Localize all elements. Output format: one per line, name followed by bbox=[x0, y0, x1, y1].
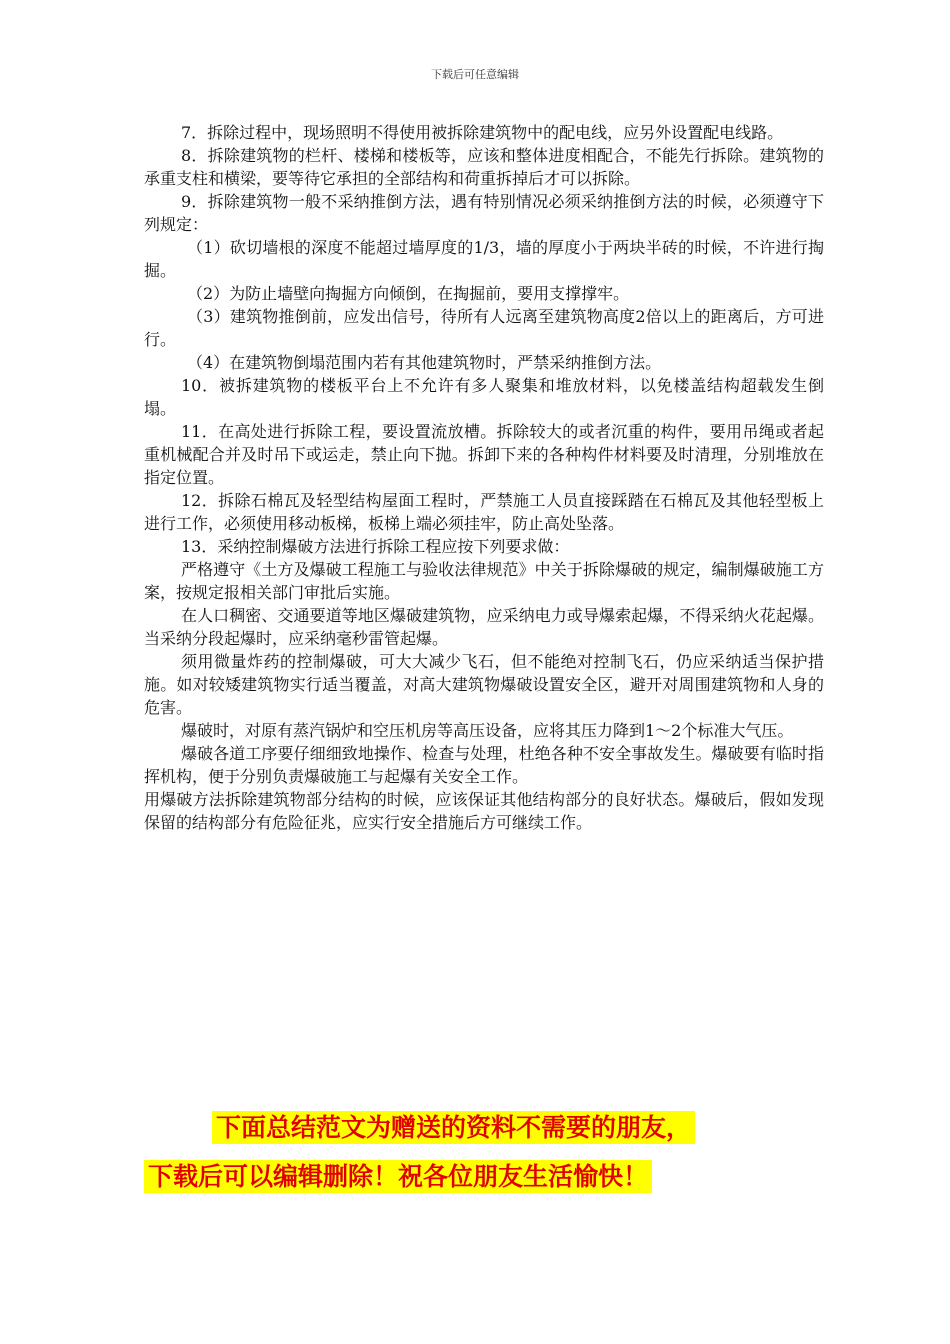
paragraph: 爆破时，对原有蒸汽锅炉和空压机房等高压设备，应将其压力降到1～2个标准大气压。 bbox=[181, 721, 794, 740]
promo-note-line-1 bbox=[212, 1108, 695, 1144]
paragraph: 7．拆除过程中，现场照明不得使用被拆除建筑物中的配电线，应另外设置配电线路。 bbox=[181, 123, 784, 142]
page-header: 下载后可任意编辑 bbox=[431, 68, 519, 81]
paragraph: 11．在高处进行拆除工程，要设置流放槽。拆除较大的或者沉重的构件，要用吊绳或者起重机械配合并及时吊下或运走，禁止向下抛。拆卸下来的各种构件材料要及时清理，分别堆放在指定位置。 bbox=[144, 422, 824, 487]
promo-note-line-2 bbox=[144, 1157, 652, 1193]
paragraph: 严格遵守《土方及爆破工程施工与验收法律规范》中关于拆除爆破的规定，编制爆破施工方案，按规定报相关部门审批后实施。 bbox=[144, 560, 824, 602]
paragraph: （4）在建筑物倒塌范围内若有其他建筑物时，严禁采纳推倒方法。 bbox=[187, 353, 662, 372]
document-body bbox=[144, 121, 824, 834]
paragraph: （1）砍切墙根的深度不能超过墙厚度的1/3，墙的厚度小于两块半砖的时候，不许进行掏掘。 bbox=[144, 238, 824, 280]
paragraph: 9．拆除建筑物一般不采纳推倒方法，遇有特别情况必须采纳推倒方法的时候，必须遵守下列规定： bbox=[144, 192, 824, 234]
paragraph: 爆破各道工序要仔细细致地操作、检查与处理，杜绝各种不安全事故发生。爆破要有临时指挥机构，便于分别负责爆破施工与起爆有关安全工作。 bbox=[144, 744, 824, 786]
paragraph: 在人口稠密、交通要道等地区爆破建筑物，应采纳电力或导爆索起爆，不得采纳火花起爆。当采纳分段起爆时，应采纳毫秒雷管起爆。 bbox=[144, 606, 824, 648]
promo-note-text: 下面总结范文为赠送的资料不需要的朋友， bbox=[212, 1111, 695, 1144]
paragraph: （3）建筑物推倒前，应发出信号，待所有人远离至建筑物高度2倍以上的距离后，方可进行。 bbox=[144, 307, 824, 349]
paragraph: 12．拆除石棉瓦及轻型结构屋面工程时，严禁施工人员直接踩踏在石棉瓦及其他轻型板上进行工作，必须使用移动板梯，板梯上端必须挂牢，防止高处坠落。 bbox=[144, 491, 824, 533]
paragraph: 10．被拆建筑物的楼板平台上不允许有多人聚集和堆放材料，以免楼盖结构超载发生倒塌。 bbox=[144, 376, 824, 418]
paragraph: （2）为防止墙壁向掏掘方向倾倒，在掏掘前，要用支撑撑牢。 bbox=[187, 284, 630, 303]
paragraph: 8．拆除建筑物的栏杆、楼梯和楼板等，应该和整体进度相配合，不能先行拆除。建筑物的承重支柱和横梁，要等待它承担的全部结构和荷重拆掉后才可以拆除。 bbox=[144, 146, 824, 188]
paragraph: 用爆破方法拆除建筑物部分结构的时候，应该保证其他结构部分的良好状态。爆破后，假如发现保留的结构部分有危险征兆，应实行安全措施后方可继续工作。 bbox=[144, 790, 824, 832]
promo-note-text: 下载后可以编辑删除！祝各位朋友生活愉快！ bbox=[144, 1160, 652, 1193]
paragraph: 须用微量炸药的控制爆破，可大大减少飞石，但不能绝对控制飞石，仍应采纳适当保护措施。如对较矮建筑物实行适当覆盖，对高大建筑物爆破设置安全区，避开对周围建筑物和人身的危害。 bbox=[144, 652, 824, 717]
paragraph: 13．采纳控制爆破方法进行拆除工程应按下列要求做： bbox=[181, 537, 570, 556]
